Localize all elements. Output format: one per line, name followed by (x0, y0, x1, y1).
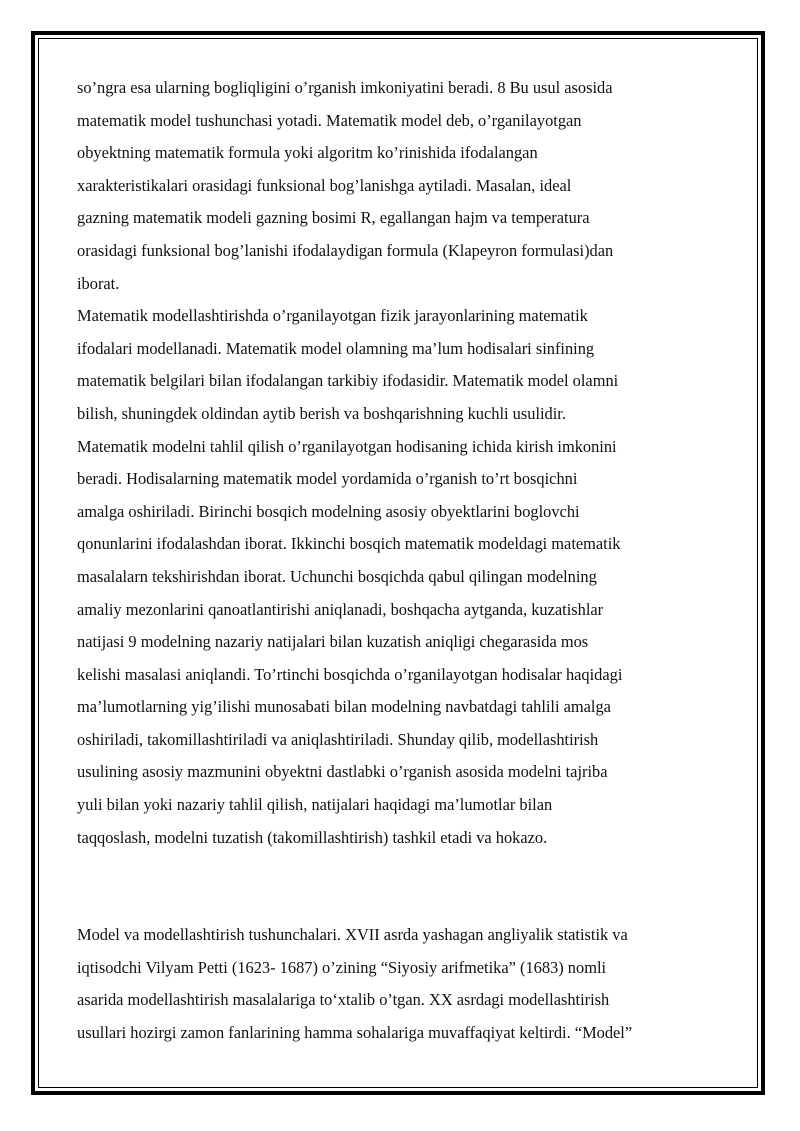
text-line: masalalarn tekshirishdan iborat. Uchunchi bosqichda qabul qilingan modelning (77, 566, 597, 586)
text-line: beradi. Hodisalarning matematik model yordamida o’rganish to’rt bosqichni (77, 469, 578, 489)
text-line: yuli bilan yoki nazariy tahlil qilish, natijalari haqidagi ma’lumotlar bilan (77, 795, 553, 815)
paragraph-2 (77, 300, 727, 854)
text-line: matematik belgilari bilan ifodalangan tarkibiy ifodasidir. Matematik model olamni (77, 371, 619, 391)
text-line: usulining asosiy mazmunini obyektni dastlabki o’rganish asosida modelni tajriba (77, 762, 608, 782)
text-line: taqqoslash, modelni tuzatish (takomillashtirish) tashkil etadi va hokazo. (77, 827, 548, 847)
text-line: bilish, shuningdek oldindan aytib berish va boshqarishning kuchli usulidir. (77, 403, 566, 423)
text-line: qonunlarini ifodalashdan iborat. Ikkinchi bosqich matematik modeldagi matematik (77, 534, 621, 554)
text-line: asarida modellashtirish masalalariga to‘xtalib o’tgan. XX asrdagi modellashtirish (77, 990, 610, 1010)
text-line: Model va modellashtirish tushunchalari. XVII asrda yashagan angliyalik statistik va (77, 925, 628, 945)
text-line: usullari hozirgi zamon fanlarining hamma sohalariga muvaffaqiyat keltirdi. “Model” (77, 1023, 633, 1043)
text-line: amalga oshiriladi. Birinchi bosqich modelning asosiy obyektlarini boglovchi (77, 501, 580, 521)
text-line: gazning matematik modeli gazning bosimi R, egallangan hajm va temperatura (77, 208, 590, 228)
paragraph-spacer (77, 854, 727, 919)
text-line: iborat. (77, 273, 120, 293)
text-line: matematik model tushunchasi yotadi. Matematik model deb, o’rganilayotgan (77, 110, 582, 130)
text-line: xarakteristikalari orasidagi funksional bog’lanishga aytiladi. Masalan, ideal (77, 175, 572, 195)
text-line: natijasi 9 modelning nazariy natijalari bilan kuzatish aniqligi chegarasida mos (77, 632, 589, 652)
document-body (77, 72, 727, 1050)
text-line: so’ngra esa ularning bogliqligini o’rganish imkoniyatini beradi. 8 Bu usul asosida (77, 78, 613, 97)
paragraph-3 (77, 919, 727, 1049)
text-line: Matematik modelni tahlil qilish o’rganilayotgan hodisaning ichida kirish imkonini (77, 436, 617, 456)
text-line: amaliy mezonlarini qanoatlantirishi aniqlanadi, boshqacha aytganda, kuzatishlar (77, 599, 604, 619)
paragraph-1 (77, 72, 727, 300)
text-line: Matematik modellashtirishda o’rganilayotgan fizik jarayonlarining matematik (77, 306, 588, 326)
text-line: ma’lumotlarning yig’ilishi munosabati bilan modelning navbatdagi tahlili amalga (77, 697, 611, 717)
text-line: oshiriladi, takomillashtiriladi va aniqlashtiriladi. Shunday qilib, modellashtirish (77, 729, 599, 749)
text-line: kelishi masalasi aniqlandi. To’rtinchi bosqichda o’rganilayotgan hodisalar haqidagi (77, 664, 623, 684)
text-line: obyektning matematik formula yoki algoritm ko’rinishida ifodalangan (77, 143, 538, 163)
text-line: ifodalari modellanadi. Matematik model olamning ma’lum hodisalari sinfining (77, 338, 595, 358)
text-line: orasidagi funksional bog’lanishi ifodalaydigan formula (Klapeyron formulasi)dan (77, 240, 614, 260)
text-line: iqtisodchi Vilyam Petti (1623- 1687) o’zining “Siyosiy arifmetika” (1683) nomli (77, 957, 607, 977)
